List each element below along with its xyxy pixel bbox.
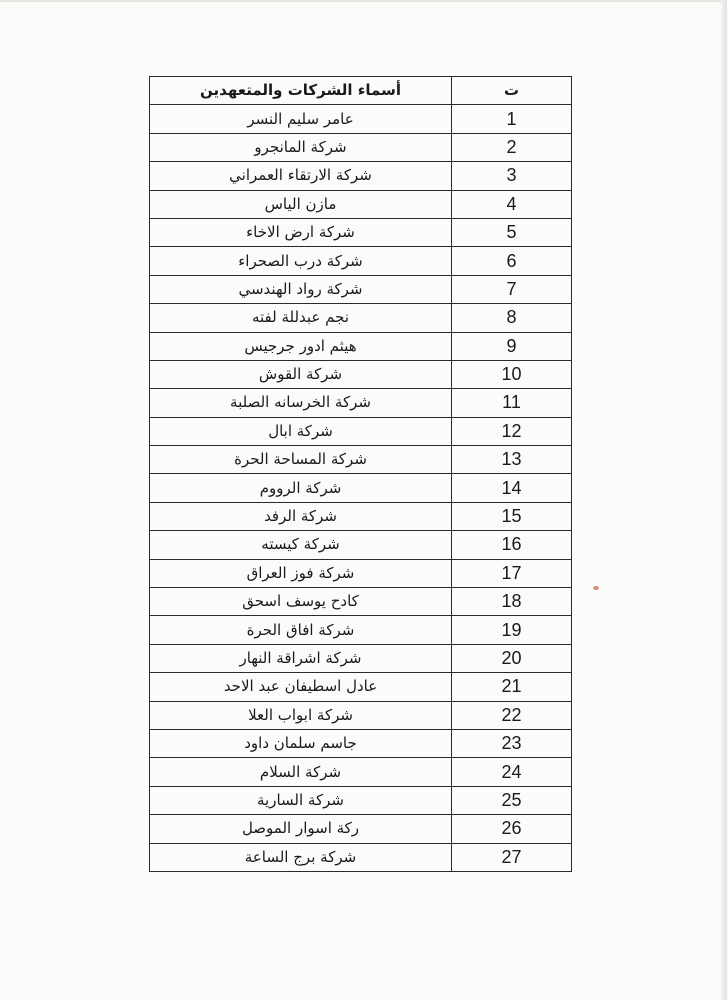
table-row: [150, 133, 572, 161]
table-row: [150, 531, 572, 559]
contractors-table: [149, 76, 572, 872]
ink-stain-mark: [593, 586, 599, 590]
table-row: [150, 502, 572, 530]
company-name: شركة المانجرو: [150, 133, 452, 161]
table-row: [150, 446, 572, 474]
row-number: 18: [452, 588, 572, 616]
table-row: [150, 190, 572, 218]
table-row: [150, 304, 572, 332]
row-number: 10: [452, 360, 572, 388]
table-body: [150, 105, 572, 872]
table-row: [150, 673, 572, 701]
row-number: 26: [452, 815, 572, 843]
company-name: جاسم سلمان داود: [150, 729, 452, 757]
row-number: 20: [452, 644, 572, 672]
company-name: نجم عبدللة لفته: [150, 304, 452, 332]
table-row: [150, 616, 572, 644]
row-number: 24: [452, 758, 572, 786]
row-number: 8: [452, 304, 572, 332]
table-row: [150, 474, 572, 502]
company-name: شركة ارض الاخاء: [150, 218, 452, 246]
row-number: 13: [452, 446, 572, 474]
company-name: هيثم ادور جرجيس: [150, 332, 452, 360]
row-number: 1: [452, 105, 572, 133]
row-number: 22: [452, 701, 572, 729]
row-number: 9: [452, 332, 572, 360]
company-name: شركة رواد الهندسي: [150, 275, 452, 303]
table-header-row: [150, 77, 572, 105]
row-number: 16: [452, 531, 572, 559]
company-name: شركة اشراقة النهار: [150, 644, 452, 672]
company-name: عامر سليم النسر: [150, 105, 452, 133]
company-name: شركة المساحة الحرة: [150, 446, 452, 474]
table-row: [150, 360, 572, 388]
company-name: شركة ابواب العلا: [150, 701, 452, 729]
company-name: شركة السارية: [150, 786, 452, 814]
row-number: 15: [452, 502, 572, 530]
header-number: ت: [452, 77, 572, 105]
company-name: شركة برج الساعة: [150, 843, 452, 871]
row-number: 2: [452, 133, 572, 161]
row-number: 21: [452, 673, 572, 701]
company-name: شركة الرفد: [150, 502, 452, 530]
row-number: 4: [452, 190, 572, 218]
company-name: شركة القوش: [150, 360, 452, 388]
company-name: مازن الياس: [150, 190, 452, 218]
company-name: ركة اسوار الموصل: [150, 815, 452, 843]
table-row: [150, 786, 572, 814]
company-name: شركة افاق الحرة: [150, 616, 452, 644]
row-number: 5: [452, 218, 572, 246]
row-number: 3: [452, 162, 572, 190]
company-name: شركة الخرسانه الصلبة: [150, 389, 452, 417]
table-row: [150, 275, 572, 303]
table-row: [150, 559, 572, 587]
table-row: [150, 815, 572, 843]
table-row: [150, 332, 572, 360]
company-name: شركة كيسته: [150, 531, 452, 559]
scan-edge-top: [0, 0, 727, 2]
company-name: عادل اسطيفان عبد الاحد: [150, 673, 452, 701]
table-row: [150, 644, 572, 672]
table-row: [150, 162, 572, 190]
row-number: 12: [452, 417, 572, 445]
table-row: [150, 389, 572, 417]
company-name: شركة السلام: [150, 758, 452, 786]
table-row: [150, 417, 572, 445]
company-name: شركة ابال: [150, 417, 452, 445]
table-row: [150, 729, 572, 757]
row-number: 7: [452, 275, 572, 303]
company-name: شركة درب الصحراء: [150, 247, 452, 275]
row-number: 23: [452, 729, 572, 757]
row-number: 11: [452, 389, 572, 417]
table-row: [150, 588, 572, 616]
table-row: [150, 105, 572, 133]
row-number: 27: [452, 843, 572, 871]
company-name: شركة الارتقاء العمراني: [150, 162, 452, 190]
row-number: 14: [452, 474, 572, 502]
table-row: [150, 247, 572, 275]
company-name: شركة فوز العراق: [150, 559, 452, 587]
table-row: [150, 701, 572, 729]
scan-edge-right: [721, 0, 727, 1000]
header-names: أسماء الشركات والمتعهدين: [150, 77, 452, 105]
table-row: [150, 843, 572, 871]
row-number: 17: [452, 559, 572, 587]
row-number: 19: [452, 616, 572, 644]
row-number: 6: [452, 247, 572, 275]
company-name: كادح يوسف اسحق: [150, 588, 452, 616]
table-row: [150, 758, 572, 786]
company-name: شركة الرووم: [150, 474, 452, 502]
table-row: [150, 218, 572, 246]
row-number: 25: [452, 786, 572, 814]
